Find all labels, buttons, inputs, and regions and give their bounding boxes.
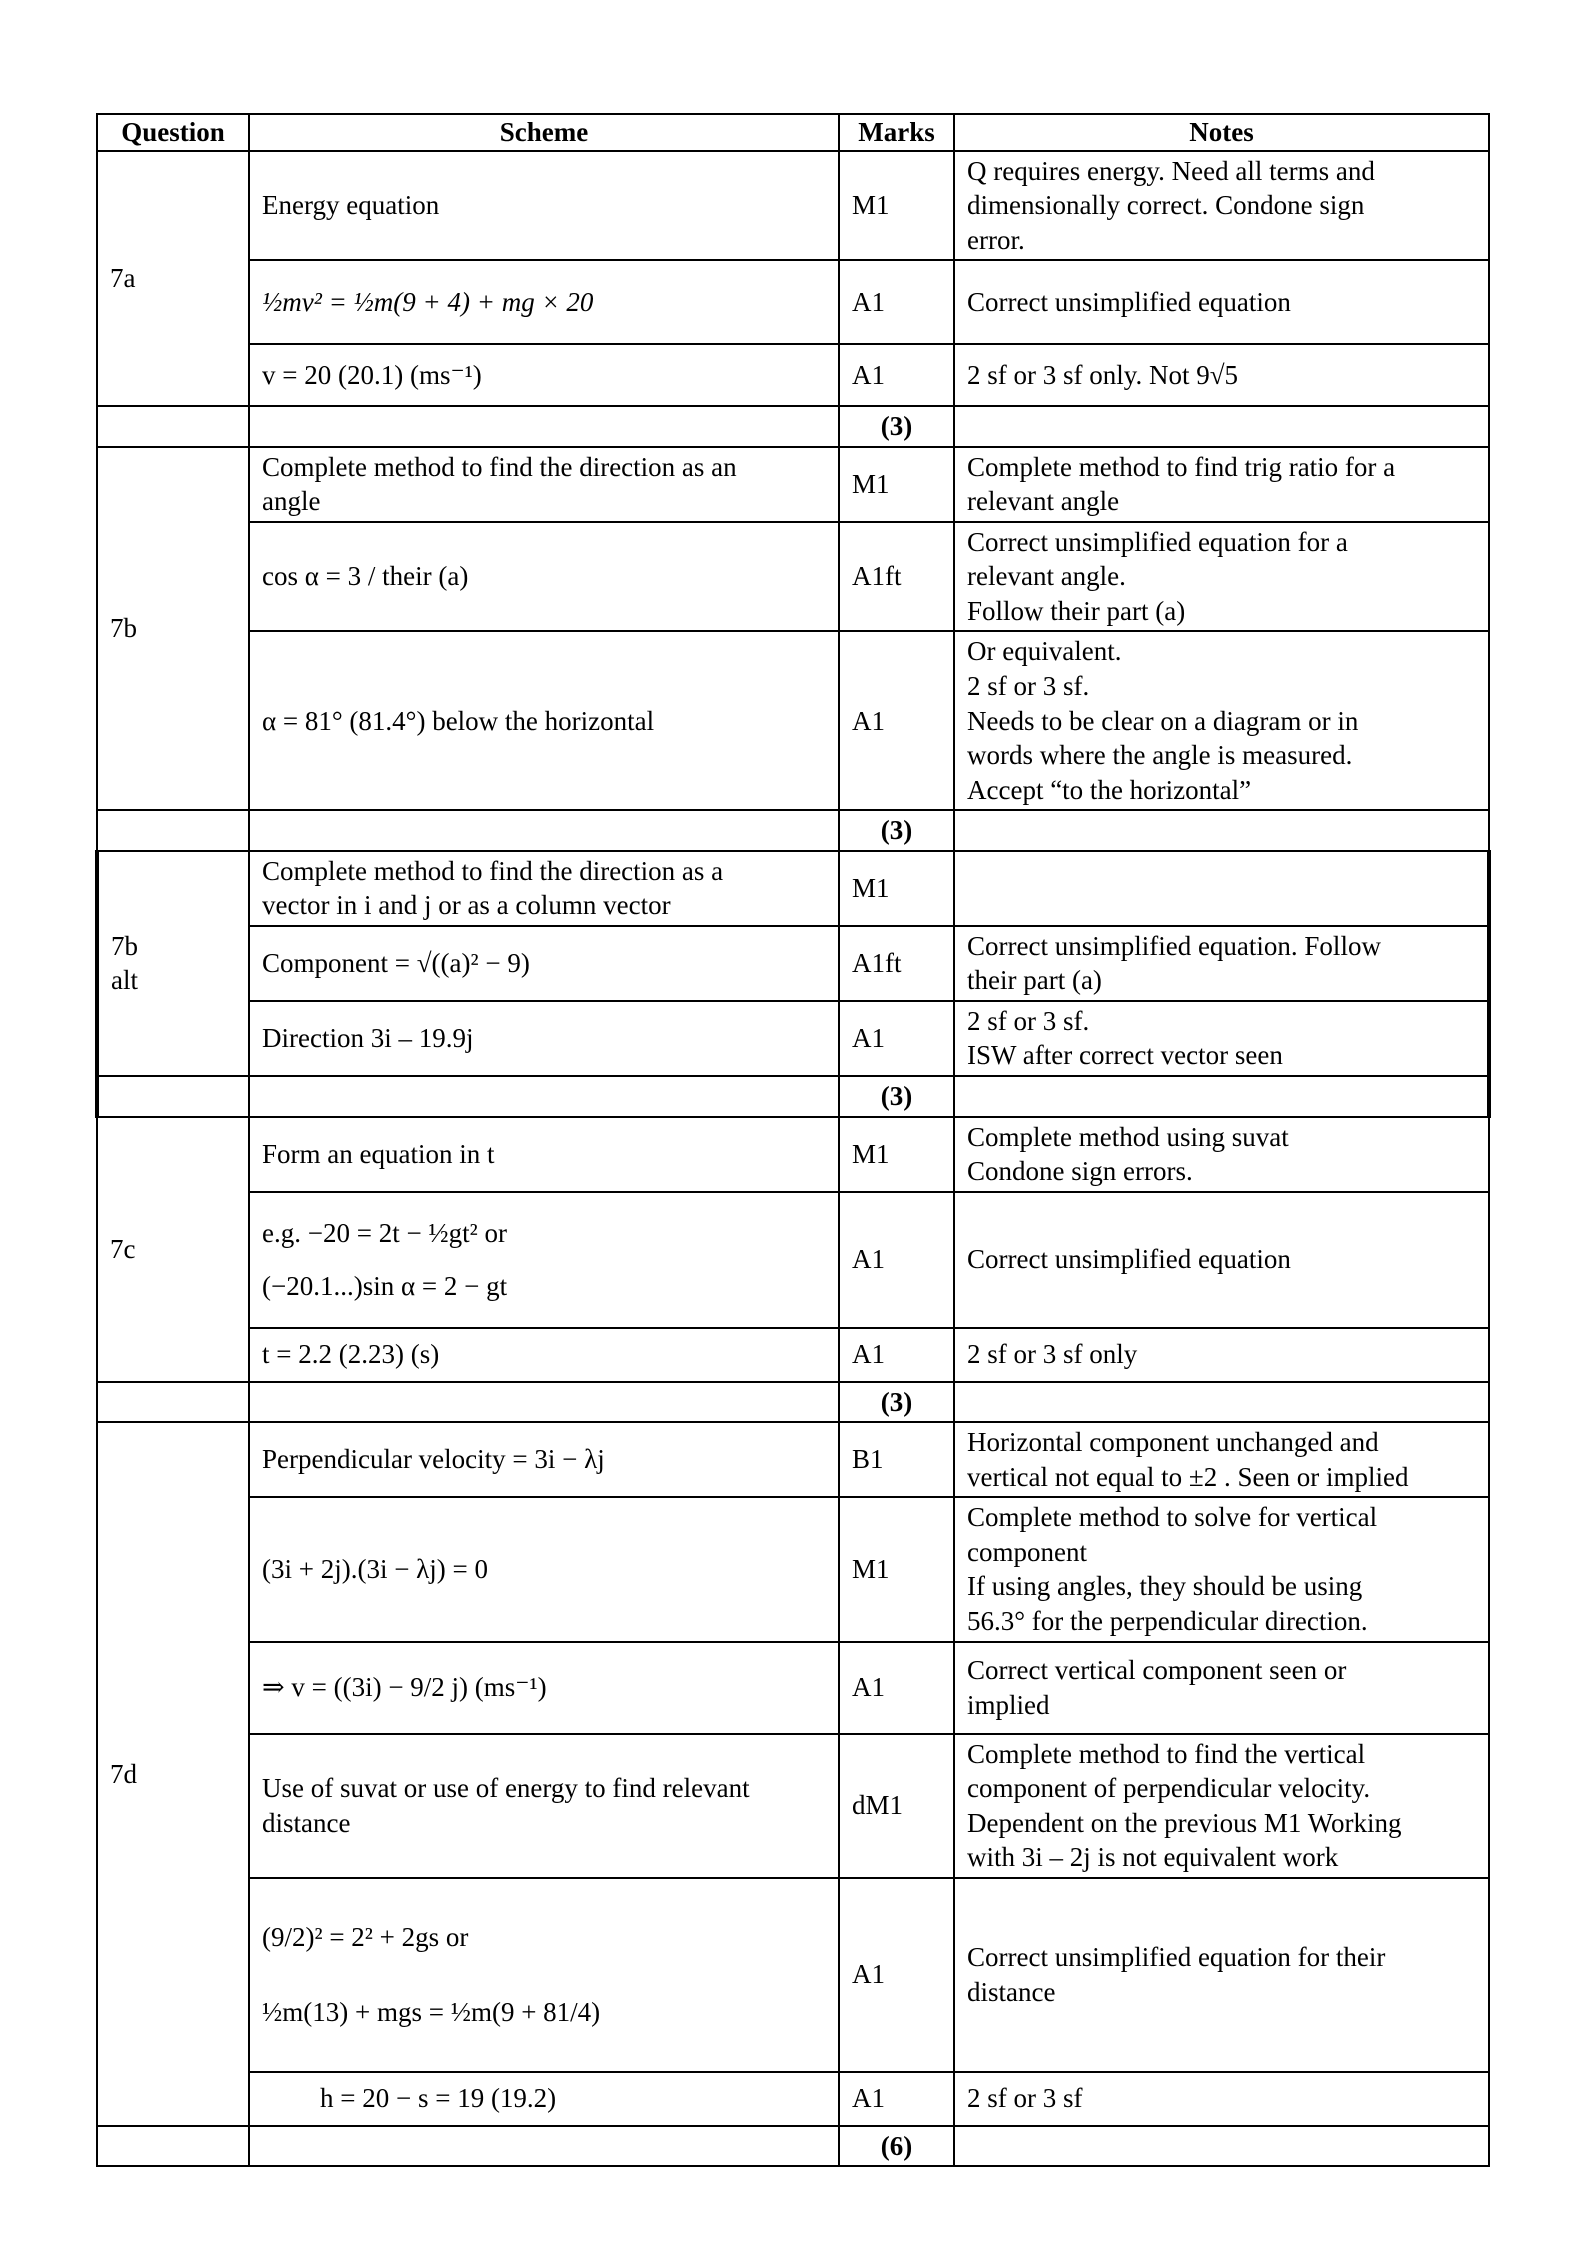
table-row [97,926,1489,1001]
mark-cell: A1 [839,631,954,810]
table-row [97,447,1489,522]
scheme-cell: Use of suvat or use of energy to find relevant distance [249,1734,839,1878]
mark-cell: A1ft [839,926,954,1001]
table-row [97,1117,1489,1192]
scheme-cell: Complete method to find the direction as a vector in i and j or as a column vector [249,851,839,926]
scheme-cell: ½mv² = ½m(9 + 4) + mg × 20 [249,260,839,344]
table-row [97,1328,1489,1382]
header-question: Question [97,114,249,151]
mark-cell: A1 [839,1328,954,1382]
table-row [97,1192,1489,1328]
notes-cell: Correct unsimplified equation [954,260,1489,344]
question-label-7b-alt: 7b alt [97,851,249,1076]
table-row [97,1001,1489,1076]
notes-cell: Complete method to find the vertical component of perpendicular velocity. Dependent on the previous M1 Working with 3i – 2j is not equivalent work [954,1734,1489,1878]
total-marks-7b-alt: (3) [839,1076,954,1117]
table-row [97,1642,1489,1734]
mark-cell: M1 [839,851,954,926]
table-row [97,344,1489,406]
header-marks: Marks [839,114,954,151]
mark-cell: A1ft [839,522,954,632]
mark-scheme-table [95,113,1491,2167]
mark-cell: B1 [839,1422,954,1497]
scheme-cell: (9/2)² = 2² + 2gs or ½m(13) + mgs = ½m(9 + 81/4) [249,1878,839,2072]
question-label-7a: 7a [97,151,249,407]
total-row [97,1382,1489,1423]
notes-cell: Complete method using suvat Condone sign errors. [954,1117,1489,1192]
header-notes: Notes [954,114,1489,151]
total-row [97,1076,1489,1117]
notes-cell: Complete method to find trig ratio for a relevant angle [954,447,1489,522]
total-marks-7b: (3) [839,810,954,851]
question-label-7c: 7c [97,1117,249,1382]
notes-cell: Correct vertical component seen or implied [954,1642,1489,1734]
notes-cell: 2 sf or 3 sf. ISW after correct vector seen [954,1001,1489,1076]
mark-cell: M1 [839,447,954,522]
notes-cell: Q requires energy. Need all terms and dimensionally correct. Condone sign error. [954,151,1489,261]
table-row [97,522,1489,632]
scheme-cell: t = 2.2 (2.23) (s) [249,1328,839,1382]
total-marks-7a: (3) [839,406,954,447]
notes-cell: 2 sf or 3 sf [954,2072,1489,2126]
notes-cell: Horizontal component unchanged and vertical not equal to ±2 . Seen or implied [954,1422,1489,1497]
table-row [97,260,1489,344]
header-scheme: Scheme [249,114,839,151]
table-row [97,631,1489,810]
mark-cell: A1 [839,1192,954,1328]
scheme-cell: Component = √((a)² − 9) [249,926,839,1001]
scheme-cell: Form an equation in t [249,1117,839,1192]
total-marks-7c: (3) [839,1382,954,1423]
notes-cell: Complete method to solve for vertical component If using angles, they should be using 56.3° for the perpendicular direction. [954,1497,1489,1641]
notes-cell: Correct unsimplified equation for their distance [954,1878,1489,2072]
question-label-7b: 7b [97,447,249,810]
mark-cell: M1 [839,1497,954,1641]
notes-cell: Correct unsimplified equation. Follow their part (a) [954,926,1489,1001]
table-row [97,2072,1489,2126]
mark-cell: A1 [839,1642,954,1734]
table-row [97,151,1489,261]
table-row [97,1734,1489,1878]
scheme-cell: Complete method to find the direction as an angle [249,447,839,522]
question-label-7d: 7d [97,1422,249,2125]
scheme-cell: (3i + 2j).(3i − λj) = 0 [249,1497,839,1641]
header-row [97,114,1489,151]
scheme-cell: Perpendicular velocity = 3i − λj [249,1422,839,1497]
notes-cell: Correct unsimplified equation for a relevant angle. Follow their part (a) [954,522,1489,632]
mark-cell: A1 [839,260,954,344]
mark-cell: A1 [839,1878,954,2072]
notes-cell: 2 sf or 3 sf only [954,1328,1489,1382]
scheme-cell: h = 20 − s = 19 (19.2) [249,2072,839,2126]
table-row [97,1878,1489,2072]
notes-cell [954,851,1489,926]
mark-cell: A1 [839,344,954,406]
mark-cell: M1 [839,1117,954,1192]
total-row [97,2126,1489,2167]
mark-cell: A1 [839,2072,954,2126]
notes-cell: Correct unsimplified equation [954,1192,1489,1328]
notes-cell: Or equivalent. 2 sf or 3 sf. Needs to be clear on a diagram or in words where the angle is measured. Accept “to the horizontal” [954,631,1489,810]
mark-cell: M1 [839,151,954,261]
scheme-cell: e.g. −20 = 2t − ½gt² or (−20.1...)sin α = 2 − gt [249,1192,839,1328]
scheme-cell: Direction 3i – 19.9j [249,1001,839,1076]
scheme-cell: Energy equation [249,151,839,261]
scheme-cell: cos α = 3 / their (a) [249,522,839,632]
total-row [97,406,1489,447]
mark-cell: dM1 [839,1734,954,1878]
total-row [97,810,1489,851]
scheme-cell: ⇒ v = ((3i) − 9/2 j) (ms⁻¹) [249,1642,839,1734]
scheme-cell: α = 81° (81.4°) below the horizontal [249,631,839,810]
table-row [97,1497,1489,1641]
mark-cell: A1 [839,1001,954,1076]
notes-cell: 2 sf or 3 sf only. Not 9√5 [954,344,1489,406]
total-marks-7d: (6) [839,2126,954,2167]
table-row [97,851,1489,926]
scheme-cell: v = 20 (20.1) (ms⁻¹) [249,344,839,406]
table-row [97,1422,1489,1497]
